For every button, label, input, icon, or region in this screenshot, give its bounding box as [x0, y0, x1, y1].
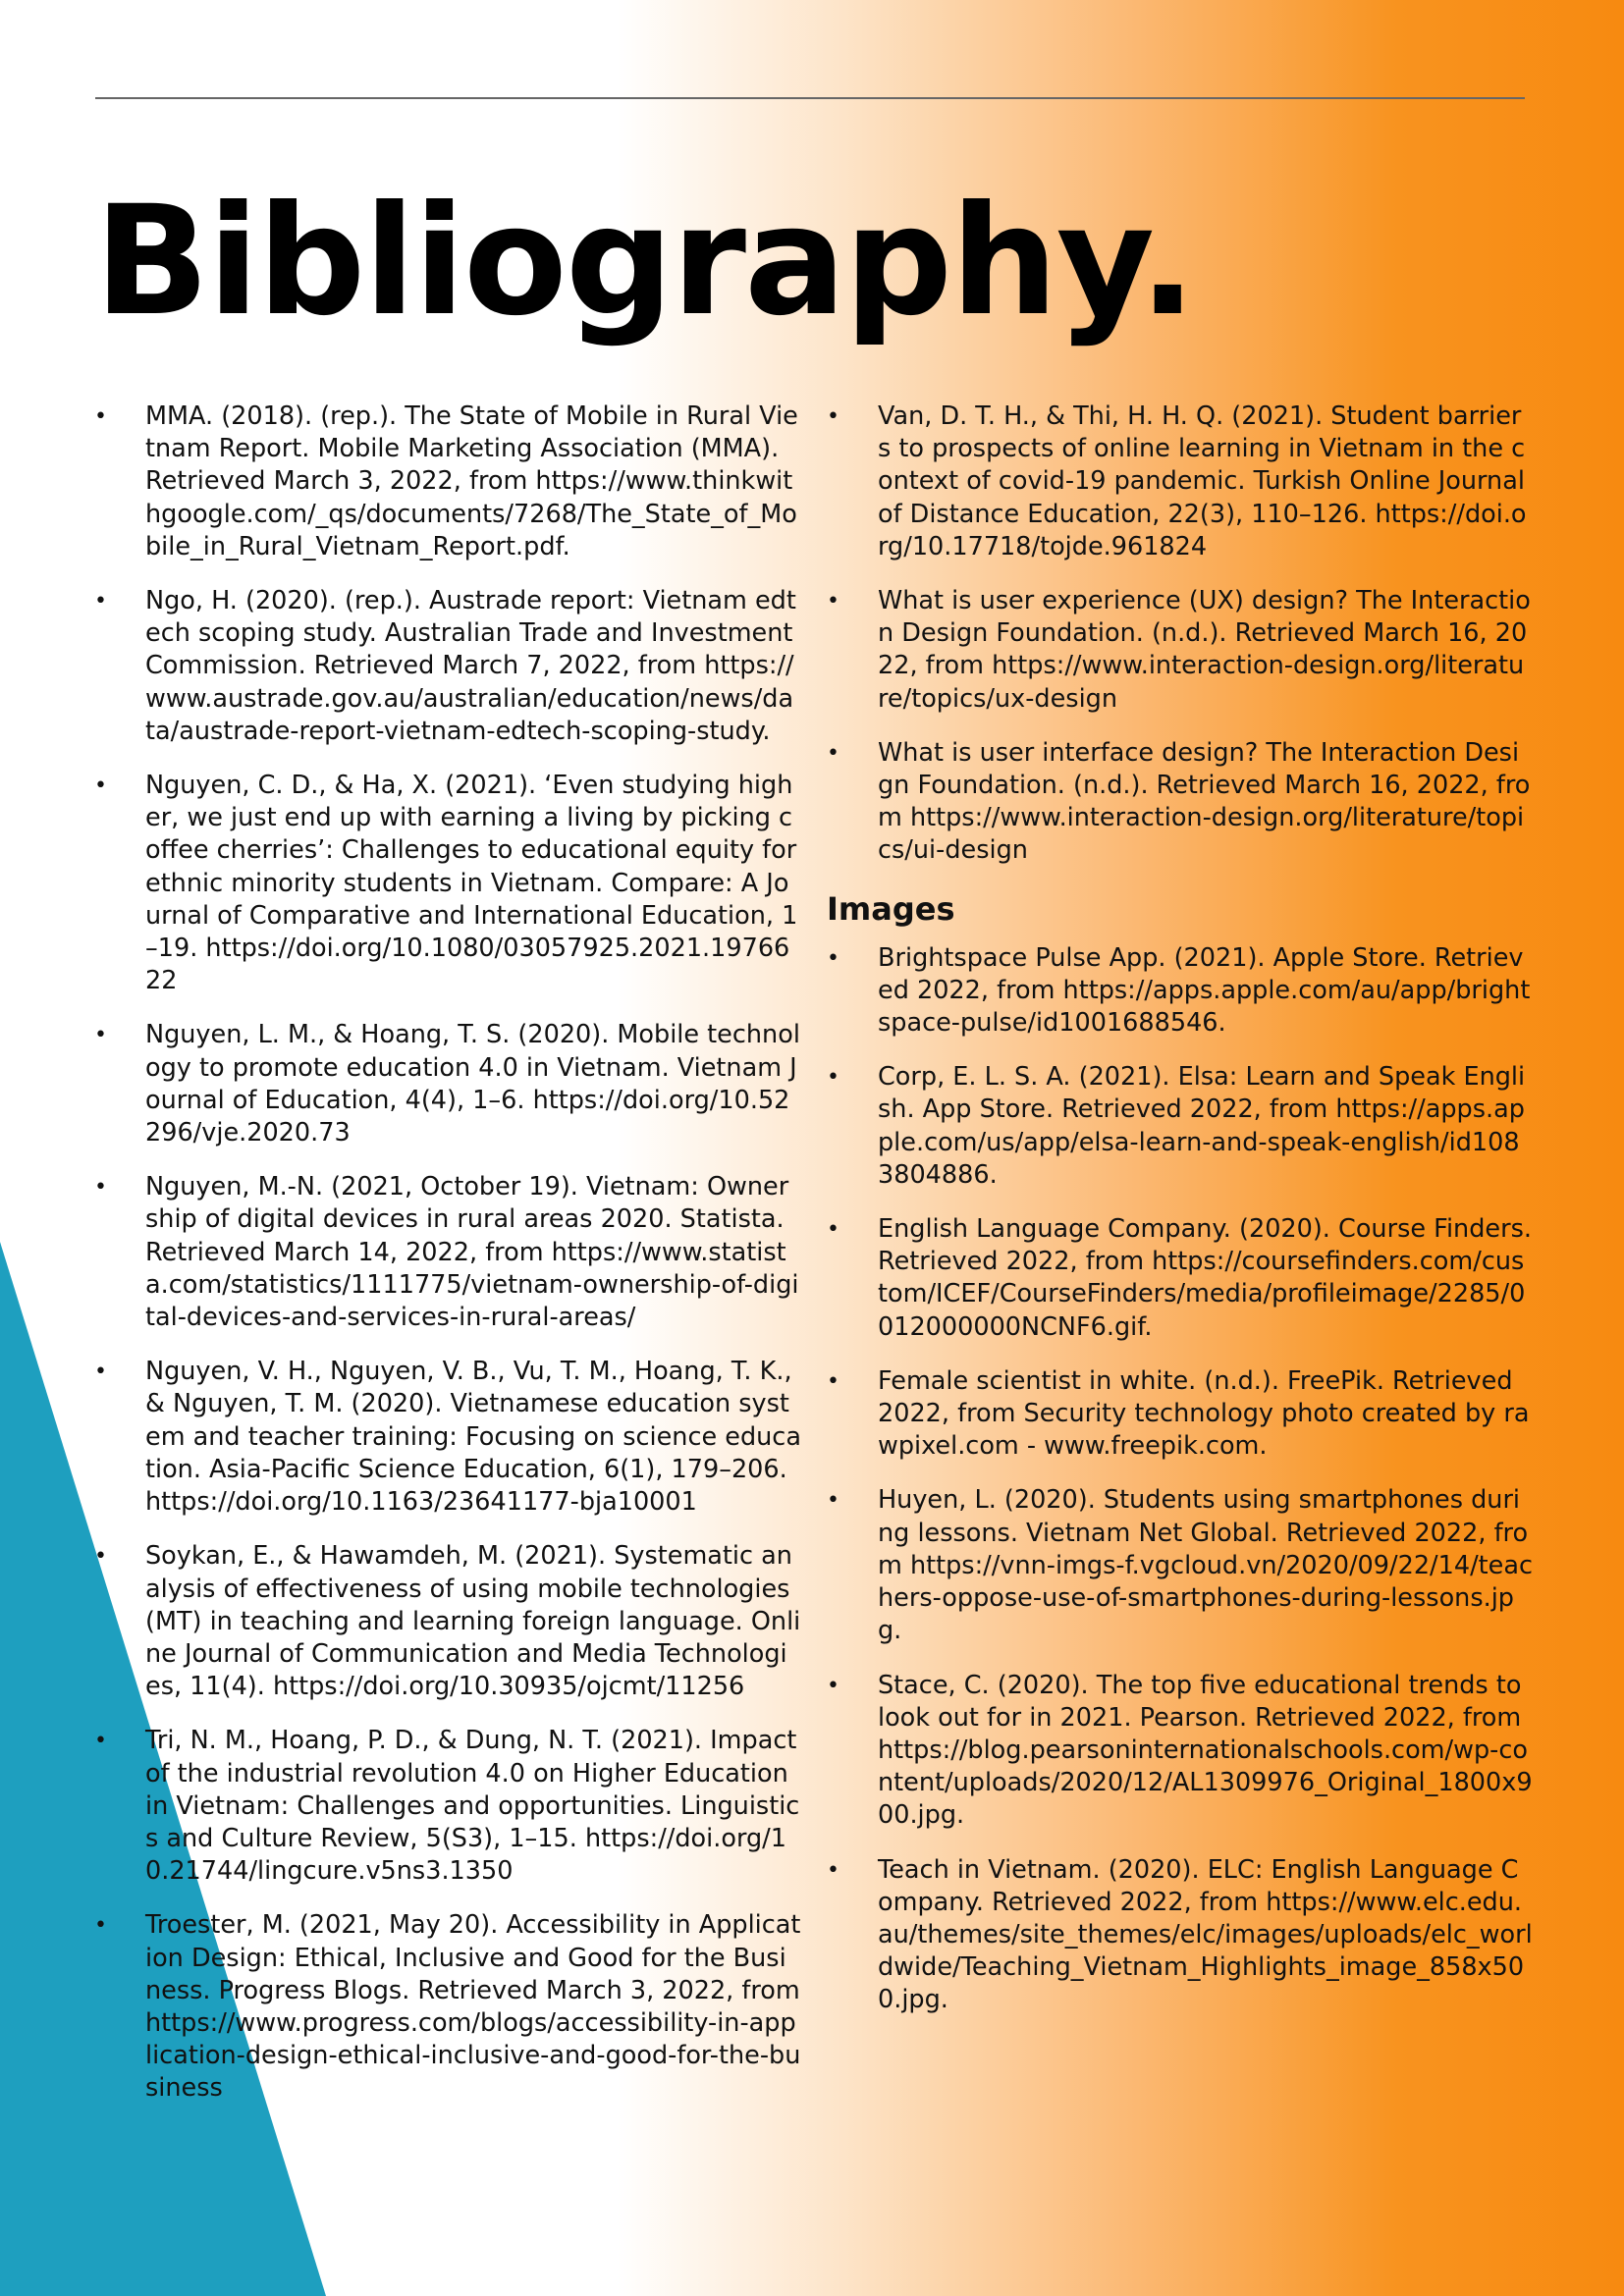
reference-text: Teach in Vietnam. (2020). ELC: English Language Company. Retrieved 2022, from https://www.elc.edu.au/themes/site_themes/elc/images/uploads/elc_worldwide/Teaching_Vietnam_Highlights_image_858x500.jpg.: [878, 1854, 1533, 2015]
reference-item: [94, 1725, 801, 1888]
reference-text: English Language Company. (2020). Course Finders. Retrieved 2022, from https://coursefinders.com/custom/ICEF/CourseFinders/media/profileimage/2285/0012000000NCNF6.gif.: [878, 1214, 1532, 1342]
reference-item: [827, 1365, 1534, 1464]
bullet-icon: •: [94, 404, 107, 429]
reference-item: [94, 400, 801, 563]
bullet-icon: •: [827, 740, 839, 766]
reference-item: [94, 1540, 801, 1703]
bullet-icon: •: [827, 589, 839, 614]
left-column: [94, 400, 801, 2127]
reference-item: [94, 1356, 801, 1519]
reference-text: Tri, N. M., Hoang, P. D., & Dung, N. T. (2021). Impact of the industrial revolution 4.0 on Higher Education in Vietnam: Challenges and opportunities. Linguistics and Culture Review, 5(S3), 1–15. https://doi.org/10.21744/lingcure.v5ns3.1350: [145, 1726, 800, 1887]
bullet-icon: •: [827, 945, 839, 971]
image-reference-list: [827, 942, 1534, 2017]
reference-item: [94, 585, 801, 748]
reference-item: [827, 737, 1534, 868]
bullet-icon: •: [94, 1175, 107, 1201]
reference-text: Female scientist in white. (n.d.). FreePik. Retrieved 2022, from Security technology photo created by rawpixel.com - www.freepik.com.: [878, 1365, 1530, 1462]
bullet-icon: •: [94, 774, 107, 799]
reference-item: [94, 1909, 801, 2105]
bullet-icon: •: [827, 1488, 839, 1514]
bullet-icon: •: [827, 1857, 839, 1883]
right-column: [827, 400, 1534, 2039]
reference-item: [827, 1854, 1534, 2017]
reference-text: Stace, C. (2020). The top five educational trends to look out for in 2021. Pearson. Retrieved 2022, from https://blog.pearsoninternationalschools.com/wp-content/uploads/2020/12/AL1309976_Original_1800x900.jpg.: [878, 1670, 1533, 1831]
reference-list-right: [827, 400, 1534, 868]
reference-text: MMA. (2018). (rep.). The State of Mobile in Rural Vietnam Report. Mobile Marketing Association (MMA). Retrieved March 3, 2022, from https://www.thinkwithgoogle.com/_qs/documents/7268/The_State_of_Mobile_in_Rural_Vietnam_Report.pdf.: [145, 401, 798, 561]
images-heading: Images: [827, 889, 955, 928]
bullet-icon: •: [94, 1913, 107, 1939]
reference-text: What is user interface design? The Interaction Design Foundation. (n.d.). Retrieved March 16, 2022, from https://www.interaction-design.org/literature/topics/ui-design: [878, 737, 1531, 866]
reference-text: Troester, M. (2021, May 20). Accessibility in Application Design: Ethical, Inclusive and Good for the Business. Progress Blogs. Retrieved March 3, 2022, from https://www.progress.com/blogs/accessibility-in-application-design-ethical-inclusive-and-good-for-the-business: [145, 1910, 801, 2104]
reference-item: [94, 1171, 801, 1334]
reference-text: What is user experience (UX) design? The Interaction Design Foundation. (n.d.). Retrieved March 16, 2022, from https://www.interaction-design.org/literature/topics/ux-design: [878, 586, 1531, 714]
bullet-icon: •: [827, 404, 839, 429]
bullet-icon: •: [94, 1544, 107, 1570]
bullet-icon: •: [827, 1368, 839, 1394]
top-rule: [95, 97, 1525, 99]
bullet-icon: •: [827, 1065, 839, 1091]
reference-item: [827, 1213, 1534, 1344]
reference-text: Van, D. T. H., & Thi, H. H. Q. (2021). Student barriers to prospects of online learning in Vietnam in the context of covid-19 pandemic. Turkish Online Journal of Distance Education, 22(3), 110–126. https://doi.org/10.17718/tojde.961824: [878, 401, 1527, 561]
reference-item: [827, 585, 1534, 716]
reference-text: Soykan, E., & Hawamdeh, M. (2021). Systematic analysis of effectiveness of using mobile technologies (MT) in teaching and learning foreign language. Online Journal of Communication and Media Technologies, 11(4). https://doi.org/10.30935/ojcmt/11256: [145, 1541, 801, 1702]
reference-item: [94, 770, 801, 997]
reference-text: Huyen, L. (2020). Students using smartphones during lessons. Vietnam Net Global. Retrieved 2022, from https://vnn-imgs-f.vgcloud.vn/2020/09/22/14/teachers-oppose-use-of-smartphones-during-lessons.jpg.: [878, 1485, 1534, 1646]
bullet-icon: •: [94, 1023, 107, 1048]
reference-item: [827, 942, 1534, 1041]
reference-item: [94, 1019, 801, 1149]
reference-text: Nguyen, V. H., Nguyen, V. B., Vu, T. M., Hoang, T. K., & Nguyen, T. M. (2020). Vietnamese education system and teacher training: Focusing on science education. Asia-Pacific Science Education, 6(1), 179–206. https://doi.org/10.1163/23641177-bja10001: [145, 1357, 801, 1518]
reference-text: Nguyen, L. M., & Hoang, T. S. (2020). Mobile technology to promote education 4.0 in Vietnam. Vietnam Journal of Education, 4(4), 1–6. https://doi.org/10.52296/vje.2020.73: [145, 1020, 800, 1148]
reference-list-left: [94, 400, 801, 2106]
bullet-icon: •: [827, 1217, 839, 1243]
reference-text: Corp, E. L. S. A. (2021). Elsa: Learn and Speak English. App Store. Retrieved 2022, from https://apps.apple.com/us/app/elsa-learn-and-speak-english/id1083804886.: [878, 1062, 1526, 1190]
page-title: Bibliography.: [94, 174, 1195, 349]
reference-item: [827, 1061, 1534, 1192]
bullet-icon: •: [94, 1729, 107, 1754]
reference-item: [827, 1484, 1534, 1647]
reference-item: [827, 400, 1534, 563]
bullet-icon: •: [827, 1673, 839, 1698]
reference-text: Brightspace Pulse App. (2021). Apple Store. Retrieved 2022, from https://apps.apple.com/au/app/brightspace-pulse/id1001688546.: [878, 942, 1531, 1039]
reference-text: Nguyen, C. D., & Ha, X. (2021). ‘Even studying higher, we just end up with earning a living by picking coffee cherries’: Challenges to educational equity for ethnic minority students in Vietnam. Compare: A Journal of Comparative and International Education, 1–19. https://doi.org/10.1080/03057925.2021.1976622: [145, 771, 798, 996]
bullet-icon: •: [94, 1360, 107, 1385]
reference-item: [827, 1670, 1534, 1833]
bullet-icon: •: [94, 589, 107, 614]
reference-text: Nguyen, M.-N. (2021, October 19). Vietnam: Ownership of digital devices in rural areas 2020. Statista. Retrieved March 14, 2022, from https://www.statista.com/statistics/1111775/vietnam-ownership-of-digital-devices-and-services-in-rural-areas/: [145, 1172, 799, 1333]
reference-text: Ngo, H. (2020). (rep.). Austrade report: Vietnam edtech scoping study. Australian Trade and Investment Commission. Retrieved March 7, 2022, from https://www.austrade.gov.au/australian/education/news/data/austrade-report-vietnam-edtech-scoping-study.: [145, 586, 796, 746]
